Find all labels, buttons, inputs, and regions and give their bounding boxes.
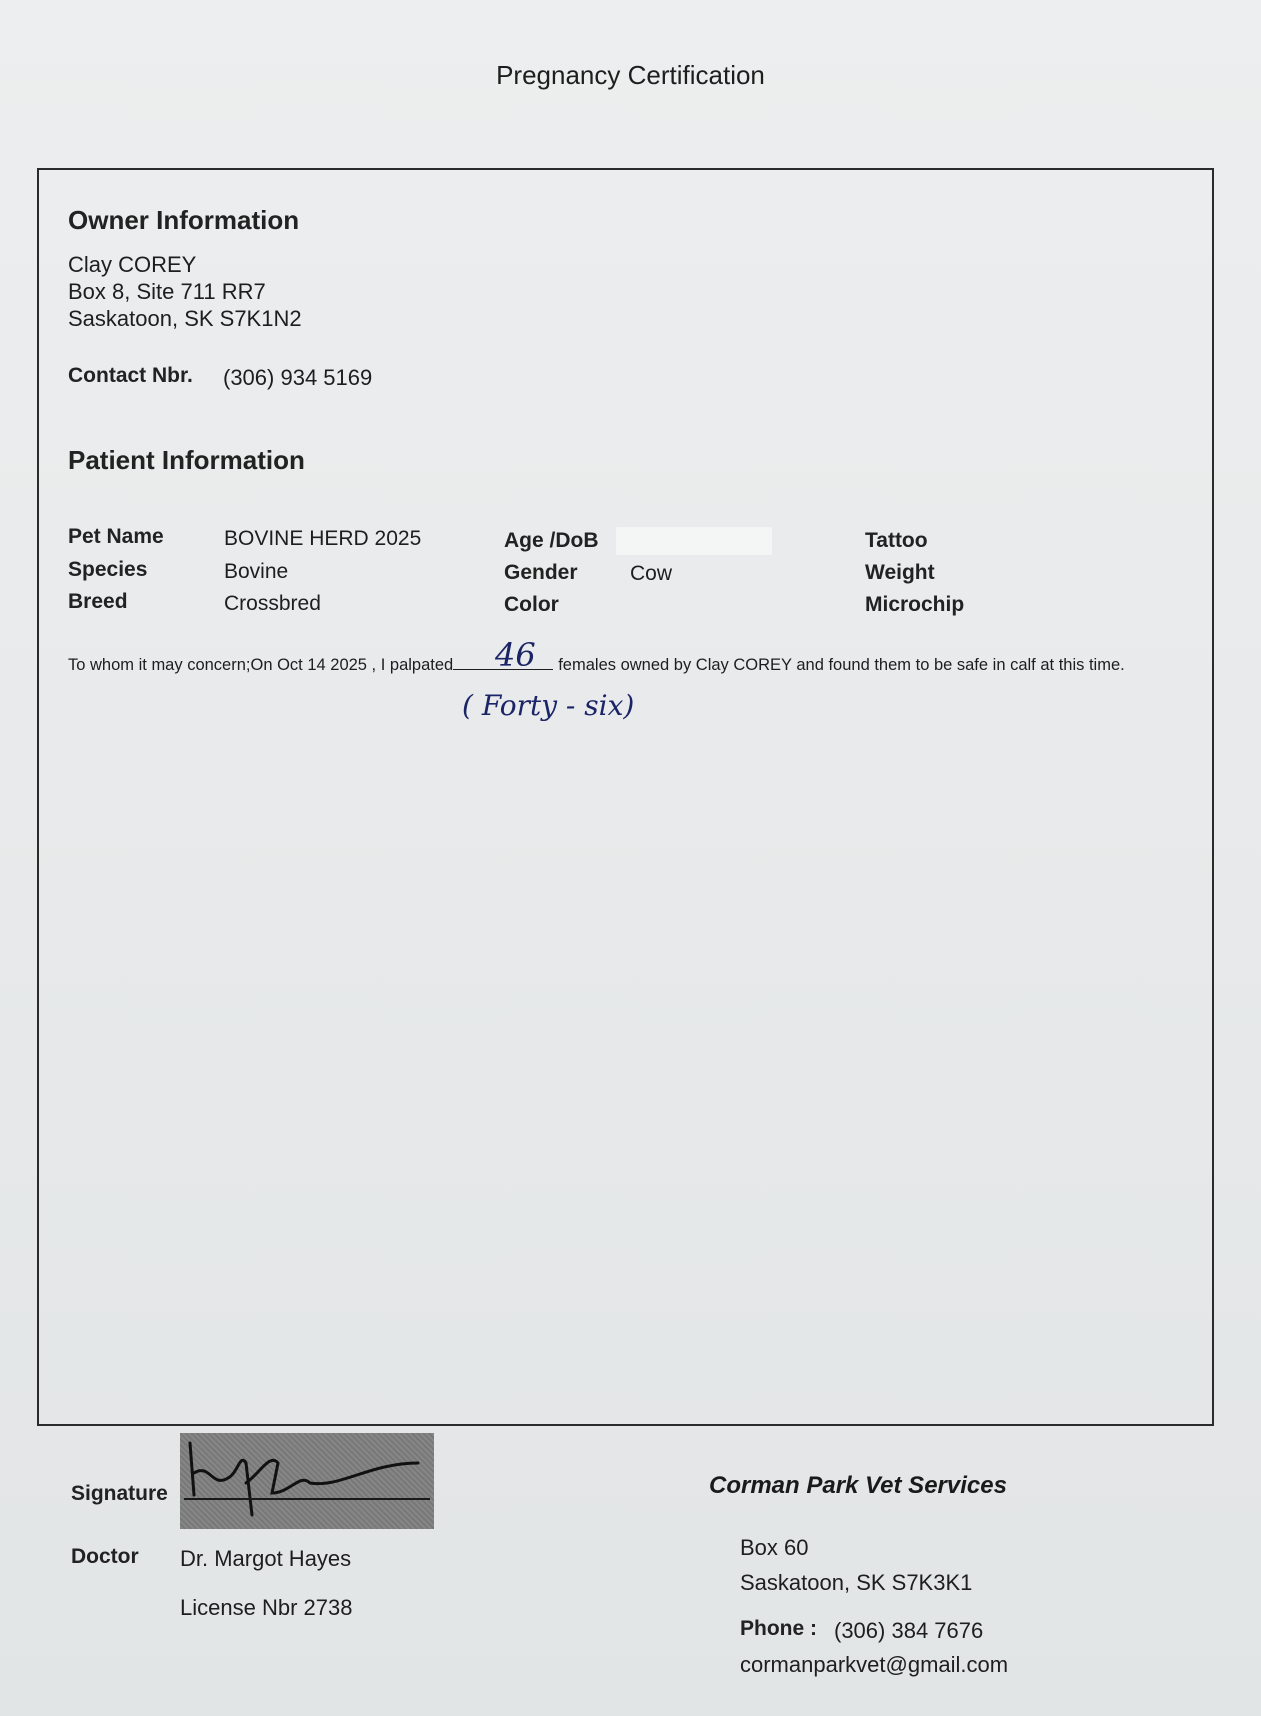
owner-heading: Owner Information <box>68 205 300 235</box>
phone-label: Phone : <box>740 1617 817 1640</box>
doctor-label: Doctor <box>71 1545 139 1568</box>
tattoo-label: Tattoo <box>865 529 928 552</box>
certificate-frame <box>37 168 1214 1426</box>
statement-line <box>68 655 1125 675</box>
gender-value: Cow <box>630 562 673 585</box>
owner-address-line1: Box 8, Site 711 RR7 <box>68 279 266 304</box>
clinic-name: Corman Park Vet Services <box>709 1472 1007 1499</box>
document-title: Pregnancy Certification <box>496 60 765 90</box>
age-dob-redaction <box>616 527 772 555</box>
statement-part2: females owned by Clay COREY and found them to be safe in calf at this time. <box>558 656 1125 674</box>
phone-value: (306) 384 7676 <box>834 1618 984 1643</box>
clinic-address-line2: Saskatoon, SK S7K3K1 <box>740 1570 973 1595</box>
pet-name-value: BOVINE HERD 2025 <box>224 527 422 550</box>
signature-image <box>180 1433 434 1529</box>
signature-label: Signature <box>71 1482 168 1505</box>
pet-name-label: Pet Name <box>68 525 164 548</box>
microchip-label: Microchip <box>865 593 965 616</box>
gender-label: Gender <box>504 561 578 584</box>
clinic-address-line1: Box 60 <box>740 1535 809 1560</box>
color-label: Color <box>504 593 559 616</box>
doctor-name: Dr. Margot Hayes <box>180 1546 352 1571</box>
patient-heading: Patient Information <box>68 445 305 475</box>
clinic-email: cormanparkvet@gmail.com <box>740 1652 1009 1677</box>
species-label: Species <box>68 558 148 581</box>
contact-label: Contact Nbr. <box>68 364 193 387</box>
statement-part1: To whom it may concern;On Oct 14 2025 , I palpated <box>68 656 454 674</box>
license-number: License Nbr 2738 <box>180 1595 353 1620</box>
species-value: Bovine <box>224 560 289 583</box>
age-dob-label: Age /DoB <box>504 529 599 552</box>
weight-label: Weight <box>865 561 935 584</box>
handwritten-count: 46 <box>495 636 536 674</box>
contact-value: (306) 934 5169 <box>223 365 373 390</box>
breed-value: Crossbred <box>224 592 321 615</box>
owner-name: Clay COREY <box>68 252 197 277</box>
handwritten-count-words: ( Forty - six) <box>462 689 635 722</box>
owner-address-line2: Saskatoon, SK S7K1N2 <box>68 306 302 331</box>
breed-label: Breed <box>68 590 128 613</box>
